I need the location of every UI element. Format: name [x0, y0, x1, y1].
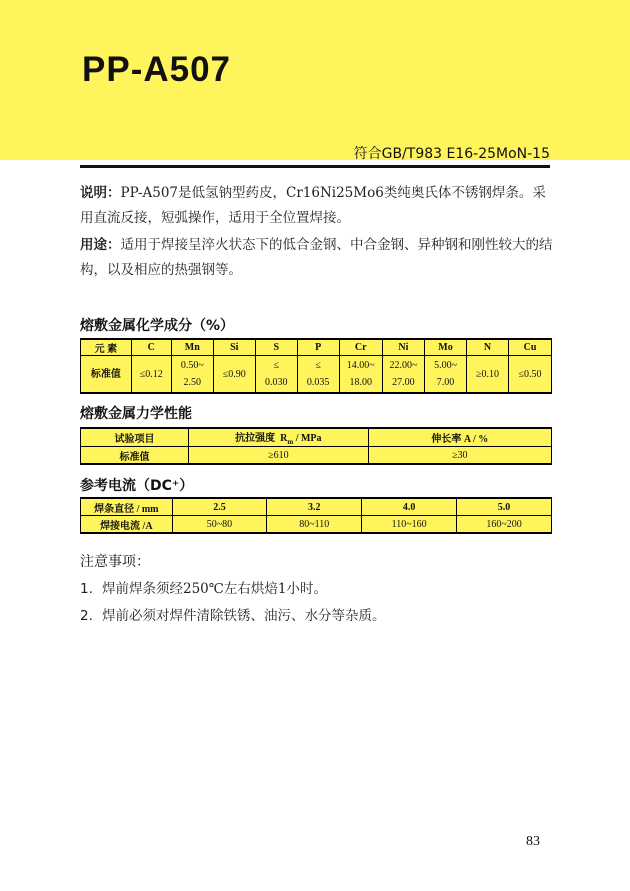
mechanical-header-tensile: 抗拉强度 $R_m$ / MPa	[189, 428, 369, 447]
chemical-value-s: ≤ 0.030	[255, 356, 297, 394]
chemical-composition-table	[80, 338, 552, 394]
chemical-row-label: 标准值	[81, 356, 132, 394]
mechanical-header-item: 试验项目	[81, 428, 189, 447]
mechanical-elongation-value: ≥30	[368, 447, 551, 465]
standard-reference: 符合GB/T983 E16-25MoN-15	[353, 146, 550, 162]
chemical-header-cell: Ni	[382, 339, 424, 356]
chemical-header-cell: Cu	[508, 339, 551, 356]
chemical-value-mo: 5.00~ 7.00	[425, 356, 467, 394]
chemical-section-title: 熔敷金属化学成分（%）	[80, 318, 235, 334]
chemical-value-p: ≤ 0.035	[297, 356, 339, 394]
description-paragraph	[80, 181, 555, 231]
mechanical-header-elongation: 伸长率 A / %	[368, 428, 551, 447]
note-item: 2. 焊前必须对焊件清除铁锈、油污、水分等杂质。	[80, 608, 386, 624]
mechanical-properties-table	[80, 427, 552, 465]
current-ampere-cell: 50~80	[172, 516, 267, 534]
current-ampere-cell: 110~160	[362, 516, 457, 534]
usage-text: 适用于焊接呈淬火状态下的低合金钢、中合金钢、异种钢和刚性较大的结构，以及相应的热强钢等。	[80, 237, 553, 278]
current-ampere-cell: 80~110	[267, 516, 362, 534]
chemical-value-cu: ≤0.50	[508, 356, 551, 394]
mechanical-section-title: 熔敷金属力学性能	[80, 406, 192, 422]
product-title: PP-A507	[82, 50, 232, 89]
chemical-value-mn: 0.50~ 2.50	[171, 356, 213, 394]
description-text: PP-A507是低氢钠型药皮，Cr16Ni25Mo6类纯奥氏体不锈钢焊条。采用直流反接，短弧操作，适用于全位置焊接。	[80, 185, 546, 226]
current-diameter-cell: 3.2	[267, 498, 362, 516]
note-item: 1. 焊前焊条须经250℃左右烘焙1小时。	[80, 581, 327, 597]
current-diameter-label: 焊条直径 / mm	[81, 498, 173, 516]
chemical-header-cell: P	[297, 339, 339, 356]
chemical-value-row	[81, 356, 552, 394]
current-diameter-cell: 5.0	[457, 498, 552, 516]
current-diameter-row	[81, 498, 552, 516]
mechanical-row-label: 标准值	[81, 447, 189, 465]
chemical-header-row	[81, 339, 552, 356]
current-ampere-cell: 160~200	[457, 516, 552, 534]
usage-label: 用途：	[80, 237, 121, 253]
chemical-header-cell: Cr	[339, 339, 382, 356]
header-divider	[80, 165, 550, 168]
current-diameter-cell: 2.5	[172, 498, 267, 516]
description-label: 说明：	[80, 185, 121, 201]
mechanical-tensile-value: ≥610	[189, 447, 369, 465]
chemical-value-cr: 14.00~ 18.00	[339, 356, 382, 394]
reference-current-table	[80, 497, 552, 534]
usage-paragraph	[80, 233, 555, 283]
mechanical-value-row	[81, 447, 552, 465]
page-number: 83	[526, 834, 540, 849]
current-ampere-row	[81, 516, 552, 534]
chemical-value-si: ≤0.90	[213, 356, 255, 394]
current-diameter-cell: 4.0	[362, 498, 457, 516]
chemical-header-cell: Mn	[171, 339, 213, 356]
mechanical-header-row	[81, 428, 552, 447]
chemical-header-cell: C	[131, 339, 171, 356]
chemical-header-cell: 元 素	[81, 339, 132, 356]
chemical-value-n: ≥0.10	[467, 356, 509, 394]
notes-title: 注意事项：	[80, 554, 150, 570]
chemical-header-cell: Mo	[425, 339, 467, 356]
chemical-value-ni: 22.00~ 27.00	[382, 356, 424, 394]
chemical-header-cell: Si	[213, 339, 255, 356]
current-section-title: 参考电流（DC⁺）	[80, 478, 194, 494]
chemical-header-cell: S	[255, 339, 297, 356]
chemical-header-cell: N	[467, 339, 509, 356]
current-ampere-label: 焊接电流 /A	[81, 516, 173, 534]
chemical-value-c: ≤0.12	[131, 356, 171, 394]
